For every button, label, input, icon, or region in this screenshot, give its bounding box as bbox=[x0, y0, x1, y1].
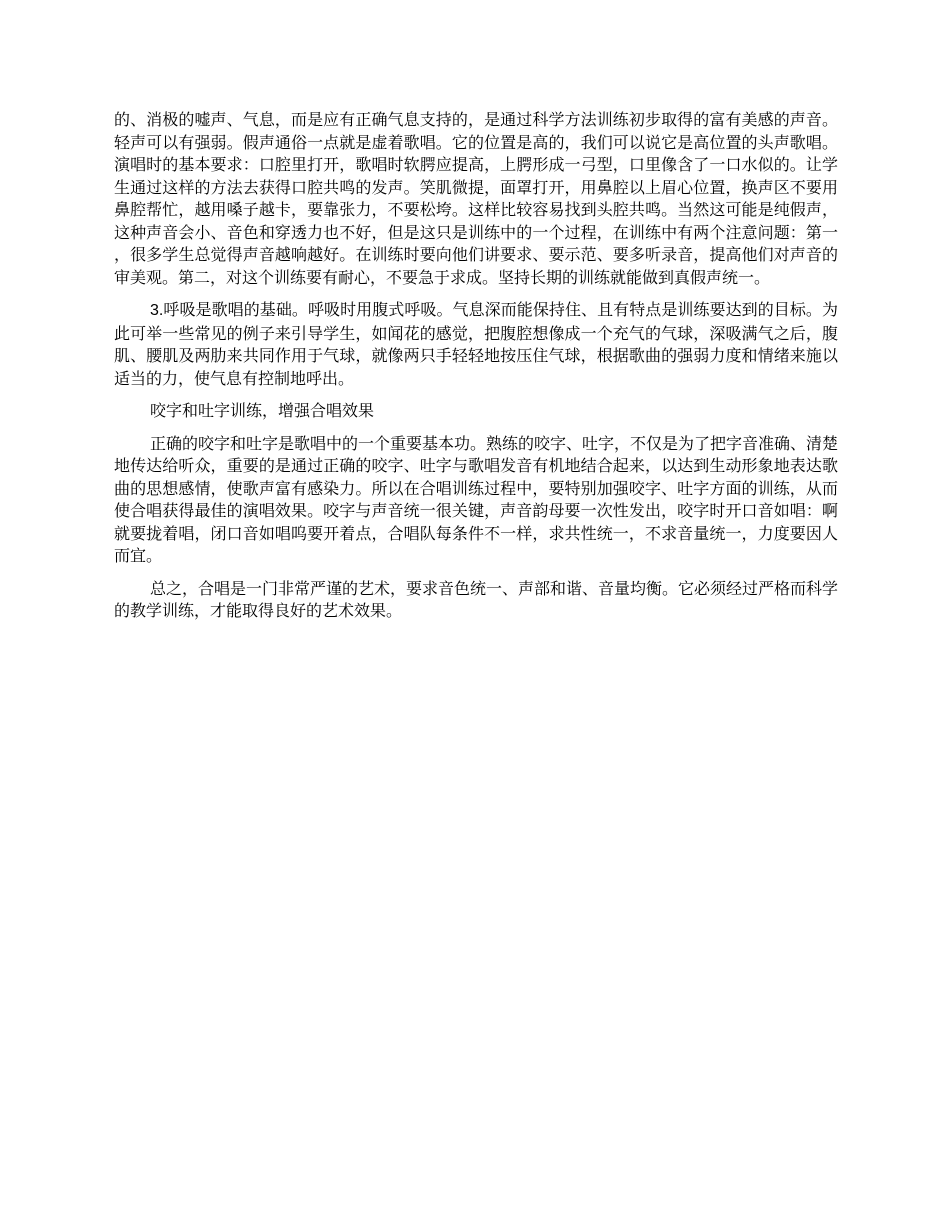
paragraph-breathing-text: 呼吸是歌唱的基础。呼吸时用腹式呼吸。气息深而能保持住、且有特点是训练要达到的目标。为此可举一些常见的例子来引导学生，如闻花的感觉，把腹腔想像成一个充气的气球，深吸满气之后，腹肌、腰肌及两肋来共同作用于气球，就像两只手轻轻地按压住气球，根据歌曲的强弱力度和情绪来施以适当的力，使气息有控制地呼出。 bbox=[114, 300, 838, 388]
section-heading-diction: 咬字和吐字训练，增强合唱效果 bbox=[150, 401, 375, 420]
paragraph-diction: 正确的咬字和吐字是歌唱中的一个重要基本功。熟练的咬字、吐字，不仅是为了把字音准确、清楚地传达给听众，重要的是通过正确的咬字、吐字与歌唱发音有机地结合起来，以达到生动形象地表达歌曲的思想感情，使歌声富有感染力。所以在合唱训练过程中，要特别加强咬字、吐字方面的训练，从而使合唱获得最佳的演唱效果。咬字与声音统一很关键，声音韵母要一次性发出，咬字时开口音如唱：啊就要拢着唱，闭口音如唱呜要开着点，合唱队每条件不一样，求共性统一，不求音量统一，力度要因人而宜。 bbox=[114, 433, 839, 565]
document-body bbox=[114, 109, 838, 633]
paragraph-breathing bbox=[114, 299, 838, 390]
paragraph-falsetto-training: 的、消极的嘘声、气息，而是应有正确气息支持的，是通过科学方法训练初步取得的富有美感的声音。轻声可以有强弱。假声通俗一点就是虚着歌唱。它的位置是高的，我们可以说它是高位置的头声歌唱。演唱时的基本要求：口腔里打开，歌唱时软腭应提高，上腭形成一弓型，口里像含了一口水似的。让学生通过这样的方法去获得口腔共鸣的发声。笑肌微提，面罩打开，用鼻腔以上眉心位置，换声区不要用鼻腔帮忙，越用嗓子越卡，要靠张力，不要松垮。这样比较容易找到头腔共鸣。当然这可能是纯假声，这种声音会小、音色和穿透力也不好，但是这只是训练中的一个过程，在训练中有两个注意问题：第一，很多学生总觉得声音越响越好。在训练时要向他们讲要求、要示范、要多听录音，提高他们对声音的审美观。第二，对这个训练要有耐心，不要急于求成。坚持长期的训练就能做到真假声统一。 bbox=[114, 110, 838, 287]
paragraph-conclusion: 总之，合唱是一门非常严谨的艺术，要求音色统一、声部和谐、音量均衡。它必须经过严格而科学的教学训练，才能取得良好的艺术效果。 bbox=[114, 578, 839, 620]
paragraph-number: 3. bbox=[150, 302, 164, 319]
